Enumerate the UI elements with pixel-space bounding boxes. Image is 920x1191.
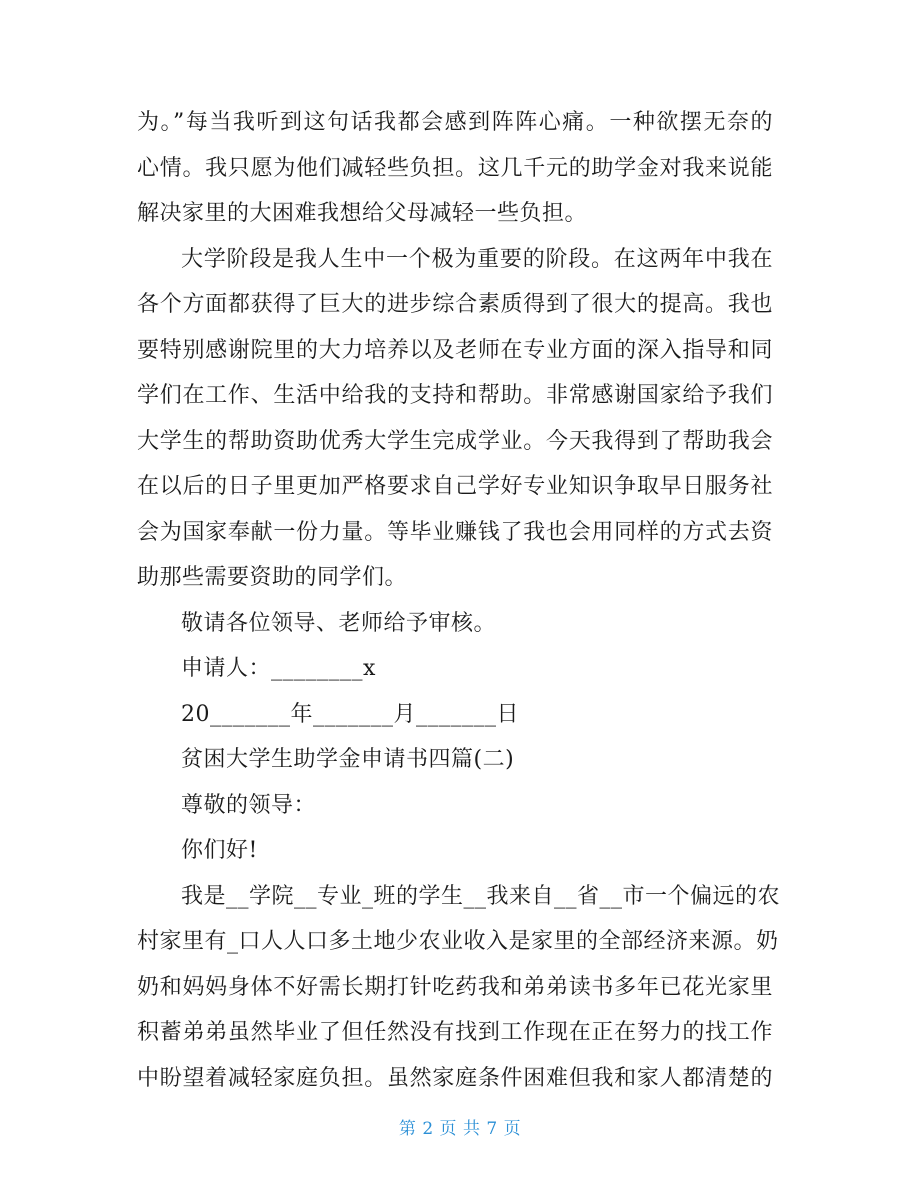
text-line-21: 积蓄弟弟虽然毕业了但任然没有找到工作现在正在努力的找工作 [137,1020,773,1045]
text-line-4: 大学阶段是我人生中一个极为重要的阶段。在这两年中我在 [181,246,773,272]
text-line-8: 大学生的帮助资助优秀大学生完成学业。今天我得到了帮助我会 [137,428,773,454]
text-line-9: 在以后的日子里更加严格要求自己学好专业知识争取早日服务社 [137,474,773,499]
text-line-18: 我是__学院__专业_班的学生__我来自__省__市一个偏远的农 [181,883,781,909]
text-line-22: 中盼望着减轻家庭负担。虽然家庭条件困难但我和家人都清楚的 [137,1065,773,1091]
text-line-10: 会为国家奉献一份力量。等毕业赚钱了我也会用同样的方式去资 [137,519,773,545]
text-line-7: 学们在工作、生活中给我的支持和帮助。非常感谢国家给予我们 [137,383,773,408]
text-line-6: 要特别感谢院里的大力培养以及老师在专业方面的深入指导和同 [137,337,773,363]
page-number-label: 第 2 页 共 7 页 [398,1119,522,1139]
text-line-1: 为。”每当我听到这句话我都会感到阵阵心痛。一种欲摆无奈的 [137,110,773,135]
applicant-line: 申请人：________x [181,656,376,681]
date-line: 20_______年_______月_______日 [181,701,519,727]
salutation: 尊敬的领导： [181,792,317,818]
review-request: 敬请各位领导、老师给予审核。 [181,610,497,636]
text-line-20: 奶和妈妈身体不好需长期打针吃药我和弟弟读书多年已花光家里 [137,974,773,1000]
text-line-19: 村家里有_口人人口多土地少农业收入是家里的全部经济来源。奶 [137,929,779,954]
text-line-5: 各个方面都获得了巨大的进步综合素质得到了很大的提高。我也 [137,292,773,317]
section-title: 贫困大学生助学金申请书四篇(二) [181,747,515,772]
document-body [137,100,781,1101]
greeting: 你们好! [181,838,258,863]
text-line-3: 解决家里的大困难我想给父母减轻一些负担。 [137,201,588,226]
text-line-11: 助那些需要资助的同学们。 [137,565,408,590]
text-line-2: 心情。我只愿为他们减轻些负担。这几千元的助学金对我来说能 [137,155,773,181]
page-footer [0,1114,920,1139]
